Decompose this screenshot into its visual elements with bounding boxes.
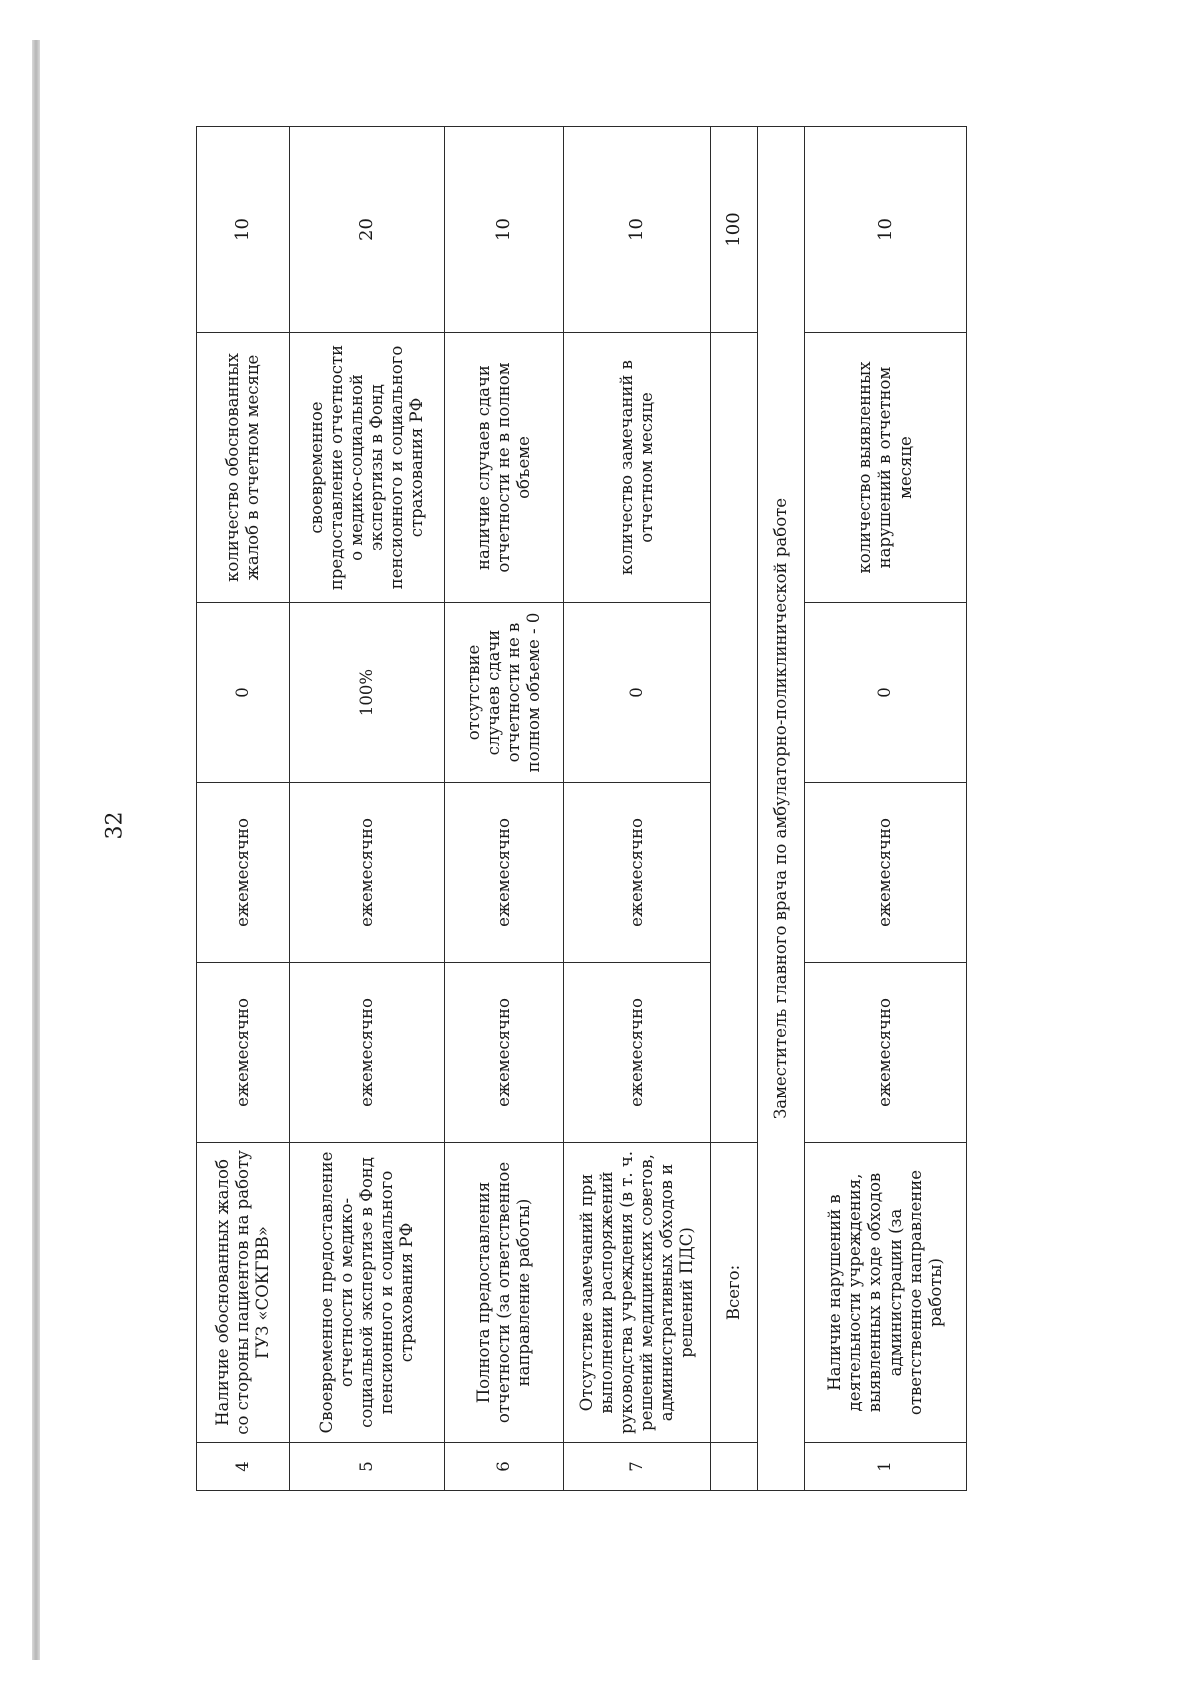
row-number: 5 xyxy=(290,1443,445,1491)
section-header-row xyxy=(758,127,805,1491)
criterion: количество замечаний в отчетном месяце xyxy=(564,333,711,603)
total-label: Всего: xyxy=(711,1143,758,1443)
points: 10 xyxy=(197,127,290,333)
indicator-name: Своевременное предоставление отчетности о медико-социальной экспертизе в Фонд пенсионного и социального страхования РФ xyxy=(290,1143,445,1443)
periodicity: ежемесячно xyxy=(805,963,967,1143)
criterion: наличие случаев сдачи отчетности не в полном объеме xyxy=(445,333,564,603)
target-value: 0 xyxy=(564,603,711,783)
rotated-table-wrapper xyxy=(196,127,1200,1472)
table-row xyxy=(805,127,967,1491)
total-points: 100 xyxy=(711,127,758,333)
target-value: 0 xyxy=(197,603,290,783)
empty-cell xyxy=(711,1443,758,1491)
section-title: Заместитель главного врача по амбулаторно-поликлинической работе xyxy=(758,127,805,1491)
page-number: 32 xyxy=(102,811,128,839)
periodicity: ежемесячно xyxy=(445,963,564,1143)
indicator-name: Отсутствие замечаний при выполнении распоряжений руководства учреждения (в т. ч. решений медицинских советов, административных обходов и решений ПДС) xyxy=(564,1143,711,1443)
indicator-name: Наличие обоснованных жалоб со стороны пациентов на работу ГУЗ «СОКГВВ» xyxy=(197,1143,290,1443)
periodicity: ежемесячно xyxy=(290,783,445,963)
periodicity: ежемесячно xyxy=(564,783,711,963)
indicator-name: Наличие нарушений в деятельности учреждения, выявленных в ходе обходов администрации (за ответственное направление работы) xyxy=(805,1143,967,1443)
total-row xyxy=(711,127,758,1491)
criterion: количество выявленных нарушений в отчетном месяце xyxy=(805,333,967,603)
row-number: 4 xyxy=(197,1443,290,1491)
periodicity: ежемесячно xyxy=(197,963,290,1143)
periodicity: ежемесячно xyxy=(445,783,564,963)
scan-edge xyxy=(32,40,40,1660)
table-row xyxy=(197,127,290,1491)
periodicity: ежемесячно xyxy=(197,783,290,963)
points: 10 xyxy=(445,127,564,333)
points: 10 xyxy=(805,127,967,333)
criteria-table xyxy=(196,126,967,1491)
periodicity: ежемесячно xyxy=(290,963,445,1143)
target-value: 0 xyxy=(805,603,967,783)
points: 10 xyxy=(564,127,711,333)
table-row xyxy=(445,127,564,1491)
target-value: 100% xyxy=(290,603,445,783)
empty-cell xyxy=(711,333,758,1143)
periodicity: ежемесячно xyxy=(805,783,967,963)
criterion: количество обоснованных жалоб в отчетном месяце xyxy=(197,333,290,603)
points: 20 xyxy=(290,127,445,333)
table-row xyxy=(290,127,445,1491)
indicator-name: Полнота предоставления отчетности (за ответственное направление работы) xyxy=(445,1143,564,1443)
criterion: своевременное предоставление отчетности о медико-социальной экспертизы в Фонд пенсионного и социального страхования РФ xyxy=(290,333,445,603)
row-number: 6 xyxy=(445,1443,564,1491)
periodicity: ежемесячно xyxy=(564,963,711,1143)
row-number: 1 xyxy=(805,1443,967,1491)
target-value: отсутствие случаев сдачи отчетности не в полном объеме - 0 xyxy=(445,603,564,783)
table-row xyxy=(564,127,711,1491)
row-number: 7 xyxy=(564,1443,711,1491)
